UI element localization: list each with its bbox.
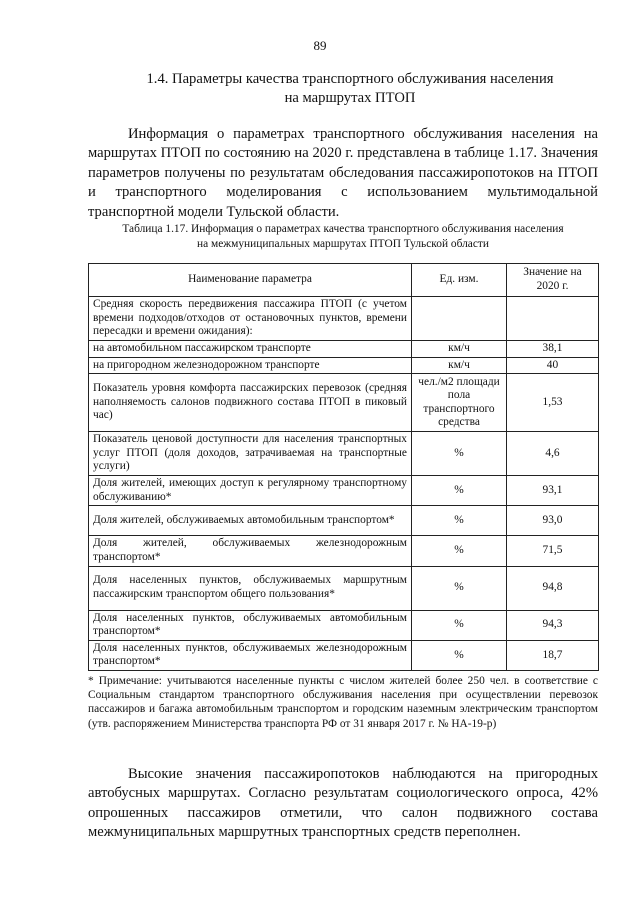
table-row xyxy=(89,610,599,640)
parameter-value xyxy=(507,297,599,341)
parameter-name: Доля населенных пунктов, обслуживаемых железнодорожным транспортом* xyxy=(89,640,412,670)
table-row xyxy=(89,357,599,374)
table-caption-line-2: на межмуниципальных маршрутах ПТОП Тульской области xyxy=(197,237,489,250)
parameter-value: 18,7 xyxy=(507,640,599,670)
table-row xyxy=(89,536,599,566)
parameter-name: Доля жителей, обслуживаемых железнодорожным транспортом* xyxy=(89,536,412,566)
parameter-name: Показатель ценовой доступности для населения транспортных услуг ПТОП (доля доходов, затрачиваемая на транспортные услуги) xyxy=(89,432,412,476)
section-title-line-1: 1.4. Параметры качества транспортного обслуживания населения xyxy=(146,71,554,87)
parameter-value: 38,1 xyxy=(507,341,599,358)
parameter-value: 4,6 xyxy=(507,432,599,476)
parameter-value: 93,1 xyxy=(507,476,599,506)
table-row xyxy=(89,566,599,610)
parameter-name: на автомобильном пассажирском транспорте xyxy=(89,341,412,358)
parameter-unit: % xyxy=(412,640,507,670)
parameter-value: 94,8 xyxy=(507,566,599,610)
parameter-name: Показатель уровня комфорта пассажирских перевозок (средняя наполняемость салонов подвижного состава ПТОП в пиковый час) xyxy=(89,374,412,432)
parameter-value: 40 xyxy=(507,357,599,374)
parameter-unit: % xyxy=(412,432,507,476)
table-row xyxy=(89,476,599,506)
table-row xyxy=(89,374,599,432)
table-row xyxy=(89,432,599,476)
parameter-unit: чел./м2 площади пола транспортного средства xyxy=(412,374,507,432)
table-row xyxy=(89,297,599,341)
parameter-unit: % xyxy=(412,536,507,566)
closing-paragraph: Высокие значения пассажиропотоков наблюдаются на пригородных автобусных маршрутах. Согласно результатам социологического опроса, 42% опрошенных пассажиров отметили, что салон подвижного состава межмуниципальных маршрутных транспортных средств переполнен. xyxy=(88,766,598,841)
section-title-line-2: на маршрутах ПТОП xyxy=(284,90,416,106)
parameter-name: Доля населенных пунктов, обслуживаемых маршрутным пассажирским транспортом общего пользования* xyxy=(89,566,412,610)
parameter-name: Доля жителей, имеющих доступ к регулярному транспортному обслуживанию* xyxy=(89,476,412,506)
parameter-name: Средняя скорость передвижения пассажира ПТОП (с учетом времени подходов/отходов от остановочных пунктов, времени пересадки и времени ожидания): xyxy=(89,297,412,341)
parameter-unit: км/ч xyxy=(412,357,507,374)
parameter-name: на пригородном железнодорожном транспорте xyxy=(89,357,412,374)
parameter-name: Доля жителей, обслуживаемых автомобильным транспортом* xyxy=(89,506,412,536)
parameter-value: 1,53 xyxy=(507,374,599,432)
table-row xyxy=(89,341,599,358)
table-row xyxy=(89,506,599,536)
parameter-unit: км/ч xyxy=(412,341,507,358)
parameter-value: 71,5 xyxy=(507,536,599,566)
parameter-unit: % xyxy=(412,506,507,536)
parameter-name: Доля населенных пунктов, обслуживаемых автомобильным транспортом* xyxy=(89,610,412,640)
table-caption-line-1: Таблица 1.17. Информация о параметрах качества транспортного обслуживания населения xyxy=(122,223,564,235)
parameters-table xyxy=(88,263,599,671)
header-value: Значение на 2020 г. xyxy=(507,264,599,297)
page-number: 89 xyxy=(313,38,327,53)
table-caption xyxy=(88,222,598,251)
parameter-unit: % xyxy=(412,476,507,506)
table-row xyxy=(89,640,599,670)
parameter-unit: % xyxy=(412,566,507,610)
parameter-unit: % xyxy=(412,610,507,640)
header-parameter-name: Наименование параметра xyxy=(89,264,412,297)
intro-paragraph: Информация о параметрах транспортного обслуживания населения на маршрутах ПТОП по состоянию на 2020 г. представлена в таблице 1.17. Значения параметров получены по результатам обследования пассажиропотоков на ПТОП и транспортного моделирования с использованием мультимодальной транспортной модели Тульской области. xyxy=(88,126,598,220)
table-footnote: * Примечание: учитываются населенные пункты с числом жителей более 250 чел. в соответствие с Социальным стандартом транспортного обслуживания населения при осуществлении перевозок пассажиров и багажа автомобильным транспортом и городским наземным электрическим транспортом (утв. распоряжением Министерства транспорта РФ от 31 января 2017 г. № НА-19-р) xyxy=(88,675,598,730)
parameter-value: 94,3 xyxy=(507,610,599,640)
table-header-row xyxy=(89,264,599,297)
section-title xyxy=(100,70,600,108)
header-unit: Ед. изм. xyxy=(412,264,507,297)
parameter-value: 93,0 xyxy=(507,506,599,536)
parameter-unit xyxy=(412,297,507,341)
